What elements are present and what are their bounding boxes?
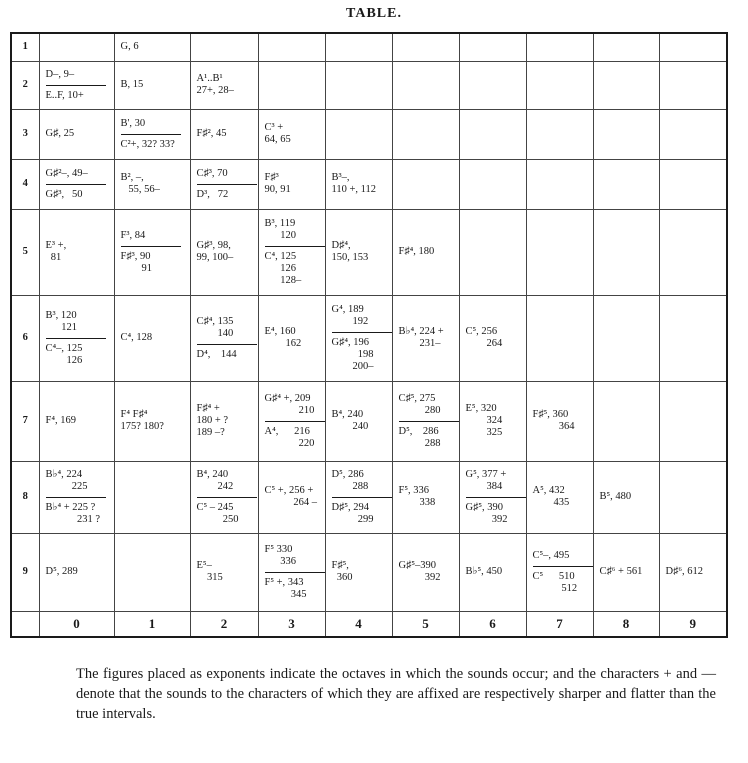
- table-cell: [114, 461, 190, 533]
- cell-entry: B♭⁴, 224 + 231–: [398, 326, 444, 349]
- cell-entry: C♯⁴, 135 140: [196, 315, 234, 339]
- table-cell: [392, 159, 459, 209]
- table-cell: [258, 461, 325, 533]
- table-cell: [39, 381, 114, 461]
- table-cell: [258, 295, 325, 381]
- cell-entry: E⁵, 320 324 325: [465, 403, 503, 438]
- cell-entry: G, 6: [120, 41, 139, 53]
- fraction-line: [121, 246, 181, 247]
- cell-entry: D♯⁴, 150, 153: [331, 240, 369, 263]
- cell-entry: F♯³ 90, 91: [264, 172, 291, 195]
- fraction-line: [533, 566, 593, 567]
- column-label: 5: [392, 611, 459, 637]
- cell-entry: G♯³, 50: [45, 188, 83, 200]
- table-cell: [526, 461, 593, 533]
- column-label: 8: [593, 611, 659, 637]
- cell-entry: G♯⁴, 196 198 200–: [331, 336, 374, 372]
- table-cell: [526, 109, 593, 159]
- cell-entry: F⁴, 169: [45, 415, 77, 426]
- table-cell: [190, 209, 258, 295]
- table-cell: [392, 533, 459, 611]
- cell-entry: D–, 9–: [45, 68, 75, 80]
- cell-entry: E..F, 10+: [45, 89, 84, 101]
- table-cell: [593, 381, 659, 461]
- cell-entry: G♯²–, 49–: [45, 167, 88, 179]
- table-cell: [114, 295, 190, 381]
- cell-entry: C²+, 32? 33?: [120, 138, 175, 150]
- fraction-line: [46, 184, 106, 185]
- cell-entry: F♯⁵, 360 364: [532, 409, 575, 432]
- octave-table: [10, 32, 728, 638]
- column-label: 2: [190, 611, 258, 637]
- table-cell: [459, 295, 526, 381]
- table-cell: [190, 61, 258, 109]
- table-cell: [258, 159, 325, 209]
- table-cell: [190, 381, 258, 461]
- cell-entry: G♯⁵, 390 392: [465, 501, 508, 525]
- table-cell: [526, 61, 593, 109]
- fraction-line: [265, 421, 325, 422]
- table-cell: [190, 533, 258, 611]
- fraction-line: [46, 497, 106, 498]
- table-cell: [258, 533, 325, 611]
- table-cell: [526, 33, 593, 61]
- table-cell: [190, 461, 258, 533]
- cell-entry: C⁵ – 245 250: [196, 501, 239, 525]
- table-cell: [593, 33, 659, 61]
- column-label: 6: [459, 611, 526, 637]
- table-cell: [459, 533, 526, 611]
- cell-entry: E⁴, 160 162: [264, 326, 302, 349]
- page-title: TABLE.: [346, 6, 402, 21]
- table-row: [11, 381, 727, 461]
- table-cell: [325, 533, 392, 611]
- row-label: 4: [11, 159, 39, 209]
- cell-entry: D♯⁶, 612: [665, 566, 703, 577]
- table-cell: [526, 533, 593, 611]
- table-cell: [258, 209, 325, 295]
- table-row: [11, 109, 727, 159]
- cell-entry: D⁵, 286 288: [398, 425, 441, 449]
- column-label: 4: [325, 611, 392, 637]
- fraction-line: [332, 332, 392, 333]
- table-cell: [459, 209, 526, 295]
- cell-entry: F♯⁴, 180: [398, 246, 435, 257]
- cell-entry: F³, 84: [120, 229, 146, 241]
- cell-entry: C⁵ 510 512: [532, 570, 578, 594]
- table-cell: [659, 381, 727, 461]
- table-cell: [325, 61, 392, 109]
- cell-entry: C⁵ +, 256 + 264 –: [264, 485, 317, 508]
- table-cell: [526, 381, 593, 461]
- table-cell: [459, 61, 526, 109]
- table-cell: [392, 61, 459, 109]
- row-label: 7: [11, 381, 39, 461]
- fraction-line: [197, 344, 257, 345]
- table-cell: [114, 33, 190, 61]
- table-cell: [325, 295, 392, 381]
- table-cell: [593, 295, 659, 381]
- cell-entry: B³, 119 120: [264, 217, 296, 241]
- cell-entry: C⁴, 125 126 128–: [264, 250, 302, 286]
- column-label: 9: [659, 611, 727, 637]
- table-cell: [258, 381, 325, 461]
- row-label: 3: [11, 109, 39, 159]
- fraction-line: [46, 338, 106, 339]
- table-cell: [392, 33, 459, 61]
- table-cell: [325, 33, 392, 61]
- table-row: [11, 33, 727, 61]
- table-cell: [526, 209, 593, 295]
- table-caption: The figures placed as exponents indicate the octaves in which the sounds occur; and the characters + and — denote that the sounds to the characters of which they are affixed are respectively sharper and flatter than the true intervals.: [76, 666, 716, 722]
- table-cell: [392, 209, 459, 295]
- table-cell: [593, 109, 659, 159]
- table-cell: [659, 295, 727, 381]
- table-cell: [39, 109, 114, 159]
- cell-entry: B², –, 55, 56–: [120, 172, 160, 195]
- table-cell: [659, 61, 727, 109]
- cell-entry: C⁴–, 125 126: [45, 342, 83, 366]
- cell-entry: G♯³, 98, 99, 100–: [196, 240, 234, 263]
- table-row: [11, 159, 727, 209]
- cell-entry: A¹..B¹ 27+, 28–: [196, 73, 234, 96]
- table-cell: [325, 461, 392, 533]
- table-cell: [190, 295, 258, 381]
- table-row: [11, 209, 727, 295]
- table-row: [11, 461, 727, 533]
- cell-entry: F♯², 45: [196, 128, 227, 139]
- cell-entry: A⁵, 432 435: [532, 485, 570, 508]
- table-cell: [459, 461, 526, 533]
- cell-entry: D♯⁵, 294 299: [331, 501, 374, 525]
- column-label-row: [11, 611, 727, 637]
- table-cell: [659, 109, 727, 159]
- table-cell: [114, 209, 190, 295]
- cell-entry: B⁴, 240 240: [331, 409, 369, 432]
- table-cell: [392, 109, 459, 159]
- fraction-line: [399, 421, 459, 422]
- row-label: 2: [11, 61, 39, 109]
- table-cell: [593, 209, 659, 295]
- fraction-line: [197, 497, 257, 498]
- table-cell: [258, 33, 325, 61]
- table-cell: [39, 159, 114, 209]
- column-label: 0: [39, 611, 114, 637]
- table-cell: [593, 159, 659, 209]
- cell-entry: D³, 72: [196, 188, 229, 200]
- fraction-line: [332, 497, 392, 498]
- cell-entry: B, 15: [120, 79, 144, 90]
- table-cell: [659, 209, 727, 295]
- cell-entry: D⁴, 144: [196, 348, 237, 360]
- table-cell: [325, 109, 392, 159]
- table-cell: [526, 295, 593, 381]
- table-row: [11, 61, 727, 109]
- table-cell: [659, 461, 727, 533]
- table-cell: [114, 61, 190, 109]
- cell-entry: F♯⁴ + 180 + ? 189 –?: [196, 403, 229, 438]
- cell-entry: F⁴ F♯⁴ 175? 180?: [120, 409, 164, 432]
- table-cell: [593, 533, 659, 611]
- table-cell: [114, 533, 190, 611]
- table-cell: [39, 533, 114, 611]
- table-cell: [392, 295, 459, 381]
- table-cell: [114, 381, 190, 461]
- table-cell: [258, 61, 325, 109]
- table-cell: [659, 533, 727, 611]
- cell-entry: G⁴, 189 192: [331, 303, 369, 327]
- fraction-line: [265, 572, 325, 573]
- row-label: 5: [11, 209, 39, 295]
- column-label: 7: [526, 611, 593, 637]
- cell-entry: D⁵, 286 288: [331, 468, 369, 492]
- cell-entry: G⁵, 377 + 384: [465, 468, 507, 492]
- cell-entry: B♭⁴, 224 225: [45, 468, 88, 492]
- cell-entry: B♭⁵, 450: [465, 566, 503, 577]
- table-cell: [39, 209, 114, 295]
- table-cell: [39, 295, 114, 381]
- cell-entry: C⁵, 256 264: [465, 326, 503, 349]
- cell-entry: A⁴, 216 220: [264, 425, 315, 449]
- table-cell: [659, 33, 727, 61]
- table-cell: [325, 159, 392, 209]
- cell-entry: C♯⁶ + 561: [599, 566, 643, 577]
- table-cell: [39, 61, 114, 109]
- row-label: 1: [11, 33, 39, 61]
- row-label: 6: [11, 295, 39, 381]
- table-cell: [114, 109, 190, 159]
- cell-entry: D⁵, 289: [45, 566, 78, 577]
- cell-entry: C⁵–, 495: [532, 549, 570, 561]
- cell-entry: B³, 120 121: [45, 309, 77, 333]
- table-cell: [593, 61, 659, 109]
- table-cell: [39, 461, 114, 533]
- cell-entry: B⁴, 240 242: [196, 468, 234, 492]
- table-cell: [459, 109, 526, 159]
- cell-entry: F♯³, 90 91: [120, 250, 152, 274]
- cell-entry: F♯⁵, 360: [331, 560, 353, 583]
- table-cell: [659, 159, 727, 209]
- cell-entry: F⁵ 330 336: [264, 543, 296, 567]
- table-cell: [325, 209, 392, 295]
- table-cell: [593, 461, 659, 533]
- cell-entry: C³ + 64, 65: [264, 122, 291, 145]
- cell-entry: C⁴, 128: [120, 332, 153, 343]
- table-row: [11, 533, 727, 611]
- table-cell: [39, 33, 114, 61]
- cell-entry: F⁵ +, 343 345: [264, 576, 307, 600]
- cell-entry: C♯⁵, 275 280: [398, 392, 441, 416]
- table-cell: [459, 33, 526, 61]
- table-cell: [392, 461, 459, 533]
- fraction-line: [466, 497, 526, 498]
- table-cell: [459, 381, 526, 461]
- cell-entry: G♯⁵–390 392: [398, 560, 441, 583]
- table-cell: [258, 109, 325, 159]
- cell-entry: E⁵– 315: [196, 560, 223, 583]
- cell-entry: G♯⁴ +, 209 210: [264, 392, 315, 416]
- table-cell: [392, 381, 459, 461]
- column-label: 1: [114, 611, 190, 637]
- table-cell: [114, 159, 190, 209]
- cell-entry: C♯³, 70: [196, 167, 228, 179]
- cell-entry: F⁵, 336 338: [398, 485, 436, 508]
- table-cell: [526, 159, 593, 209]
- cell-entry: E³ +, 81: [45, 240, 67, 263]
- fraction-line: [46, 85, 106, 86]
- table-cell: [190, 33, 258, 61]
- cell-entry: G♯, 25: [45, 128, 75, 139]
- cell-entry: B♭⁴ + 225 ? 231 ?: [45, 501, 101, 525]
- table-cell: [190, 159, 258, 209]
- table-cell: [190, 109, 258, 159]
- cell-entry: B', 30: [120, 117, 146, 129]
- cell-entry: B⁵, 480: [599, 491, 632, 502]
- table-cell: [459, 159, 526, 209]
- fraction-line: [121, 134, 181, 135]
- table-cell: [325, 381, 392, 461]
- column-label: 3: [258, 611, 325, 637]
- fraction-line: [197, 184, 257, 185]
- fraction-line: [265, 246, 325, 247]
- table-row: [11, 295, 727, 381]
- row-label: 9: [11, 533, 39, 611]
- row-label: 8: [11, 461, 39, 533]
- cell-entry: B³–, 110 +, 112: [331, 172, 377, 195]
